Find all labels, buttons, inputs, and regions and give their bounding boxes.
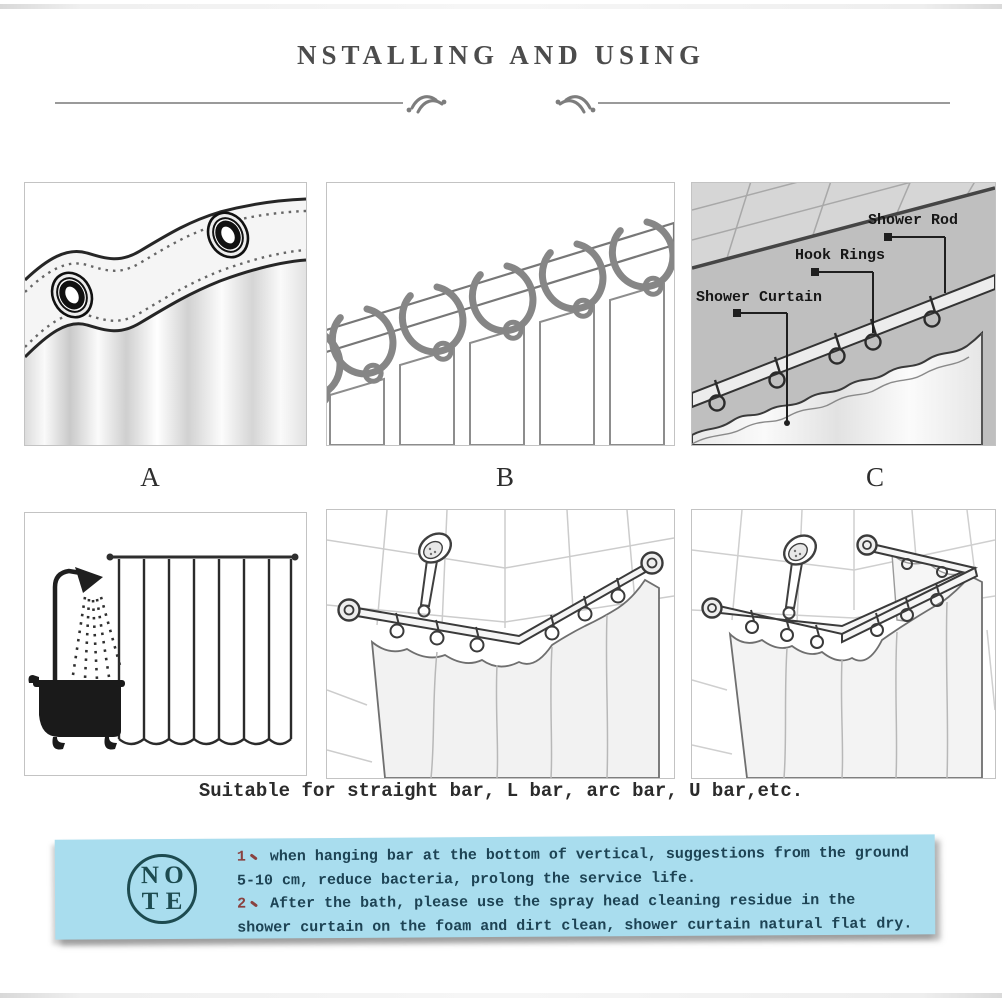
note-stamp — [127, 854, 197, 924]
cjk-comma-mark — [250, 854, 258, 861]
shower-head-icon — [779, 530, 822, 619]
bathtub-silhouette — [29, 675, 126, 750]
panel-a-grommet-closeup — [25, 183, 306, 445]
figure-label-c: C — [865, 462, 884, 492]
grommet-curtain-illustration — [25, 183, 306, 445]
bottom-edge-artifact — [0, 993, 1002, 998]
water-spray-dots — [73, 597, 121, 680]
figure-label-a: A — [140, 462, 160, 492]
l-bar-illustration — [327, 510, 674, 778]
note-text-block — [237, 841, 938, 939]
note-item-1-line-1 — [237, 841, 937, 869]
suitable-bars-text: Suitable for straight bar, L bar, arc bar, U bar,etc. — [198, 780, 804, 802]
wall-flange — [703, 599, 722, 618]
panel-u-bar — [692, 510, 995, 778]
swirl-ornament-left — [407, 97, 447, 113]
panel-b-hook-rings — [327, 183, 674, 445]
label-shower-rod: Shower Rod — [868, 212, 959, 229]
note-stamp-letter: O — [164, 861, 184, 890]
panel-c-labeled-diagram — [692, 183, 995, 445]
shower-head-icon — [75, 567, 103, 593]
note-item-number: 2 — [237, 895, 247, 913]
note-stamp-letter: E — [165, 887, 183, 916]
panel-l-bar — [327, 510, 674, 778]
wall-flange — [858, 536, 877, 555]
note-item-2-line-1 — [237, 888, 937, 916]
curtain-body — [730, 576, 982, 778]
page-title: NSTALLING AND USING — [296, 40, 706, 70]
hook-rings-illustration — [327, 183, 674, 445]
note-item-text: when hanging bar at the bottom of vertical, suggestions from the ground — [269, 844, 909, 866]
label-hook-rings: Hook Rings — [795, 247, 886, 264]
figure-label-b: B — [495, 462, 514, 492]
top-edge-artifact — [0, 4, 1002, 9]
note-item-2-line-2: shower curtain on the foam and dirt clean, shower curtain natural flat dry. — [237, 914, 913, 937]
ornamental-divider — [0, 86, 1002, 120]
note-item-text: After the bath, please use the spray head cleaning residue in the — [270, 891, 856, 913]
panel-straight-bar — [25, 513, 306, 775]
wall-flange — [642, 553, 663, 574]
u-bar-illustration — [692, 510, 995, 778]
swirl-ornament-right — [556, 97, 596, 113]
label-shower-curtain: Shower Curtain — [696, 289, 823, 306]
note-item-number: 1 — [236, 848, 246, 866]
note-stamp-letter: N — [140, 862, 160, 890]
shower-pipe — [55, 571, 81, 683]
note-stamp-letter: T — [141, 888, 159, 916]
note-box — [55, 834, 936, 939]
straight-bar-illustration — [25, 513, 306, 775]
shower-head-icon — [414, 528, 457, 617]
cjk-comma-mark — [250, 901, 258, 908]
curtain-body — [372, 580, 659, 778]
note-item-1-line-2: 5-10 cm, reduce bacteria, prolong the service life. — [236, 869, 697, 890]
wall-flange — [339, 600, 360, 621]
